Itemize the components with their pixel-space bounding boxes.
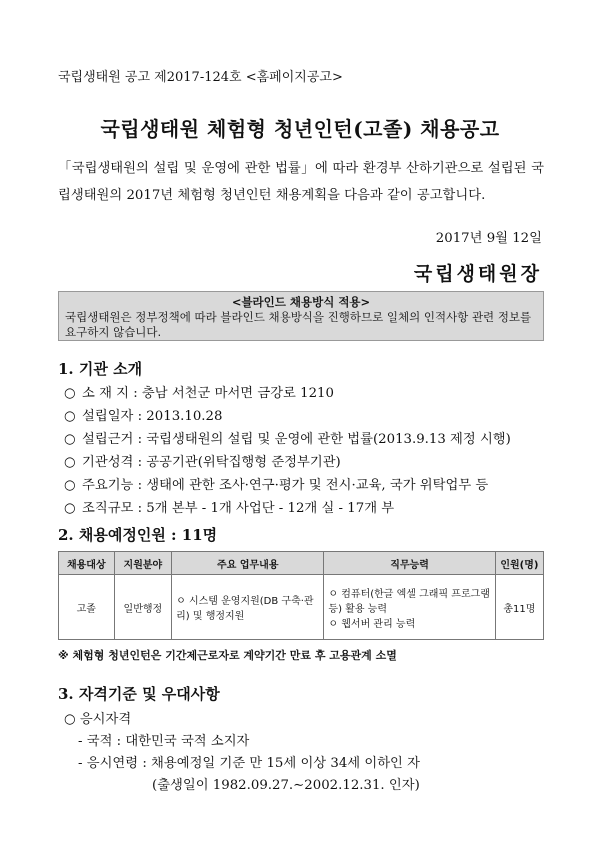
skill-item: ㅇ 컴퓨터(한글 엑셀 그래픽 프로그램 등) 활용 능력 [328,588,490,615]
org-item-text: 설립일자 : 2013.10.28 [82,409,223,424]
section-3-heading: 3. 자격기준 및 우대사항 [58,685,220,703]
org-item [64,497,394,516]
birth-range: (출생일이 1982.09.27.∼2002.12.31. 인자) [152,778,420,793]
blind-hiring-box [58,291,544,341]
recruitment-table [58,551,544,640]
section-1-heading: 1. 기관 소개 [58,360,143,378]
eligibility-heading: ○ 응시자격 [64,712,132,727]
cell-field: 일반행정 [114,575,172,640]
skill-item: ㅇ 웹서버 관리 능력 [328,618,416,630]
org-item-text: 조직규모 : 5개 본부 - 1개 사업단 - 12개 실 - 17개 부 [82,501,395,516]
notice-number: 국립생태원 공고 제2017-124호 <홈페이지공고> [58,70,343,85]
intro-paragraph: 「국립생태원의 설립 및 운영에 관한 법률」에 따라 환경부 산하기관으로 설립된 국립생태원의 2017년 체험형 청년인턴 채용계획을 다음과 같이 공고합니다. [58,161,544,203]
intern-note: ※ 체험형 청년인턴은 기간제근로자로 계약기간 만료 후 고용관계 소멸 [58,649,397,662]
bullet-icon: ○ [64,478,76,493]
bullet-icon: ○ [64,501,76,516]
page-title: 국립생태원 체험형 청년인턴(고졸) 채용공고 [100,117,500,141]
table-row [59,575,544,640]
table-header: 직무능력 [324,552,495,575]
org-item [64,428,511,447]
cell-skills [324,575,495,640]
signer: 국립생태원장 [413,263,542,285]
org-item-text: 설립근거 : 국립생태원의 설립 및 운영에 관한 법률(2013.9.13 제정 시행) [82,432,511,447]
nationality-requirement: - 국적 : 대한민국 국적 소지자 [78,734,250,749]
bullet-icon: ○ [64,432,76,447]
bullet-icon: ○ [64,409,76,424]
bullet-icon: ○ [64,455,76,470]
org-item-text: 소 재 지 : 충남 서천군 마서면 금강로 1210 [82,386,334,401]
blind-hiring-body: 국립생태원은 정부정책에 따라 블라인드 채용방식을 진행하므로 일체의 인적사항 관련 정보를 요구하지 않습니다. [65,310,532,339]
org-item-text: 기관성격 : 공공기관(위탁집행형 준정부기관) [82,455,341,470]
cell-target: 고졸 [59,575,115,640]
age-requirement: - 응시연령 : 채용예정일 기준 만 15세 이상 34세 이하인 자 [78,756,420,771]
table-header: 채용대상 [59,552,115,575]
org-item-text: 주요기능 : 생태에 관한 조사·연구·평가 및 전시·교육, 국가 위탁업무 등 [82,478,489,493]
blind-hiring-title: <블라인드 채용방식 적용> [231,295,371,309]
org-item [64,405,222,424]
org-item [64,382,334,401]
notice-date: 2017년 9월 12일 [435,231,542,246]
section-2-heading: 2. 채용예정인원 : 11명 [58,526,218,544]
org-item [64,451,341,470]
table-header-row [59,552,544,575]
table-header: 주요 업무내용 [172,552,324,575]
bullet-icon: ○ [64,386,76,401]
table-header: 인원(명) [495,552,543,575]
org-item [64,474,488,493]
cell-duties: ㅇ 시스템 운영지원(DB 구축·관리) 및 행정지원 [172,575,324,640]
table-header: 지원분야 [114,552,172,575]
cell-count: 총11명 [495,575,543,640]
